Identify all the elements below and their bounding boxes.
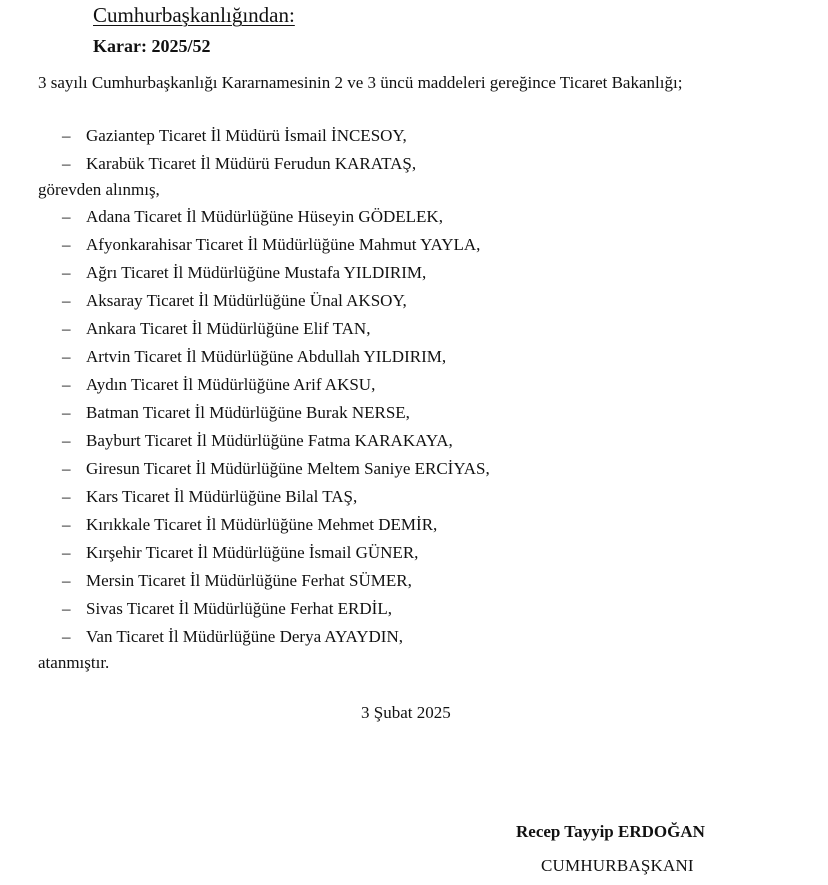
appointed-text: Batman Ticaret İl Müdürlüğüne Burak NERSE, bbox=[86, 403, 410, 422]
appointed-item bbox=[62, 375, 375, 395]
signatory-title: CUMHURBAŞKANI bbox=[541, 856, 694, 875]
appointed-text: Bayburt Ticaret İl Müdürlüğüne Fatma KARAKAYA, bbox=[86, 431, 453, 450]
dismissed-suffix: görevden alınmış, bbox=[38, 180, 160, 199]
dash-bullet: – bbox=[62, 263, 71, 282]
dismissed-text: Gaziantep Ticaret İl Müdürü İsmail İNCESOY, bbox=[86, 126, 407, 145]
appointed-text: Artvin Ticaret İl Müdürlüğüne Abdullah YILDIRIM, bbox=[86, 347, 447, 366]
dismissed-text: Karabük Ticaret İl Müdürü Ferudun KARATAŞ, bbox=[86, 154, 417, 173]
appointed-item bbox=[62, 291, 407, 311]
issuer-heading: Cumhurbaşkanlığından: bbox=[93, 3, 295, 27]
dash-bullet: – bbox=[62, 403, 71, 422]
dash-bullet: – bbox=[62, 291, 71, 310]
appointed-item bbox=[62, 543, 418, 563]
appointed-item bbox=[62, 319, 370, 339]
appointed-item bbox=[62, 459, 490, 479]
dash-bullet: – bbox=[62, 571, 71, 590]
appointed-text: Aydın Ticaret İl Müdürlüğüne Arif AKSU, bbox=[86, 375, 376, 394]
appointed-text: Giresun Ticaret İl Müdürlüğüne Meltem Saniye ERCİYAS, bbox=[86, 459, 490, 478]
appointed-suffix: atanmıştır. bbox=[38, 653, 110, 672]
dash-bullet: – bbox=[62, 515, 71, 534]
appointed-text: Afyonkarahisar Ticaret İl Müdürlüğüne Mahmut YAYLA, bbox=[86, 235, 481, 254]
appointed-text: Kırşehir Ticaret İl Müdürlüğüne İsmail GÜNER, bbox=[86, 543, 419, 562]
dash-bullet: – bbox=[62, 126, 71, 145]
dash-bullet: – bbox=[62, 431, 71, 450]
appointed-item bbox=[62, 263, 426, 283]
appointed-item bbox=[62, 431, 453, 451]
decree-date: 3 Şubat 2025 bbox=[361, 703, 451, 722]
dash-bullet: – bbox=[62, 347, 71, 366]
decision-number: Karar: 2025/52 bbox=[93, 36, 211, 56]
appointed-item bbox=[62, 235, 480, 255]
dash-bullet: – bbox=[62, 154, 71, 173]
appointed-text: Van Ticaret İl Müdürlüğüne Derya AYAYDIN, bbox=[86, 627, 403, 646]
dash-bullet: – bbox=[62, 375, 71, 394]
appointed-item bbox=[62, 599, 392, 619]
appointed-item bbox=[62, 571, 412, 591]
dash-bullet: – bbox=[62, 487, 71, 506]
dash-bullet: – bbox=[62, 599, 71, 618]
appointed-item bbox=[62, 487, 357, 507]
appointed-text: Sivas Ticaret İl Müdürlüğüne Ferhat ERDİL, bbox=[86, 599, 392, 618]
appointed-item bbox=[62, 347, 446, 367]
dash-bullet: – bbox=[62, 627, 71, 646]
appointed-item bbox=[62, 515, 437, 535]
dismissed-item bbox=[62, 126, 407, 146]
dash-bullet: – bbox=[62, 319, 71, 338]
dash-bullet: – bbox=[62, 543, 71, 562]
appointed-text: Adana Ticaret İl Müdürlüğüne Hüseyin GÖDELEK, bbox=[86, 207, 443, 226]
appointed-item bbox=[62, 207, 443, 227]
intro-paragraph: 3 sayılı Cumhurbaşkanlığı Kararnamesinin 2 ve 3 üncü maddeleri gereğince Ticaret Bakanlığı; bbox=[38, 73, 683, 92]
dash-bullet: – bbox=[62, 459, 71, 478]
dash-bullet: – bbox=[62, 235, 71, 254]
dash-bullet: – bbox=[62, 207, 71, 226]
appointed-text: Ağrı Ticaret İl Müdürlüğüne Mustafa YILDIRIM, bbox=[86, 263, 427, 282]
appointed-text: Kars Ticaret İl Müdürlüğüne Bilal TAŞ, bbox=[86, 487, 358, 506]
appointed-text: Ankara Ticaret İl Müdürlüğüne Elif TAN, bbox=[86, 319, 371, 338]
appointed-item bbox=[62, 627, 403, 647]
appointed-text: Mersin Ticaret İl Müdürlüğüne Ferhat SÜMER, bbox=[86, 571, 412, 590]
appointed-text: Kırıkkale Ticaret İl Müdürlüğüne Mehmet DEMİR, bbox=[86, 515, 438, 534]
dismissed-item bbox=[62, 154, 416, 174]
appointed-text: Aksaray Ticaret İl Müdürlüğüne Ünal AKSOY, bbox=[86, 291, 407, 310]
signatory-name: Recep Tayyip ERDOĞAN bbox=[516, 822, 705, 841]
appointed-item bbox=[62, 403, 410, 423]
